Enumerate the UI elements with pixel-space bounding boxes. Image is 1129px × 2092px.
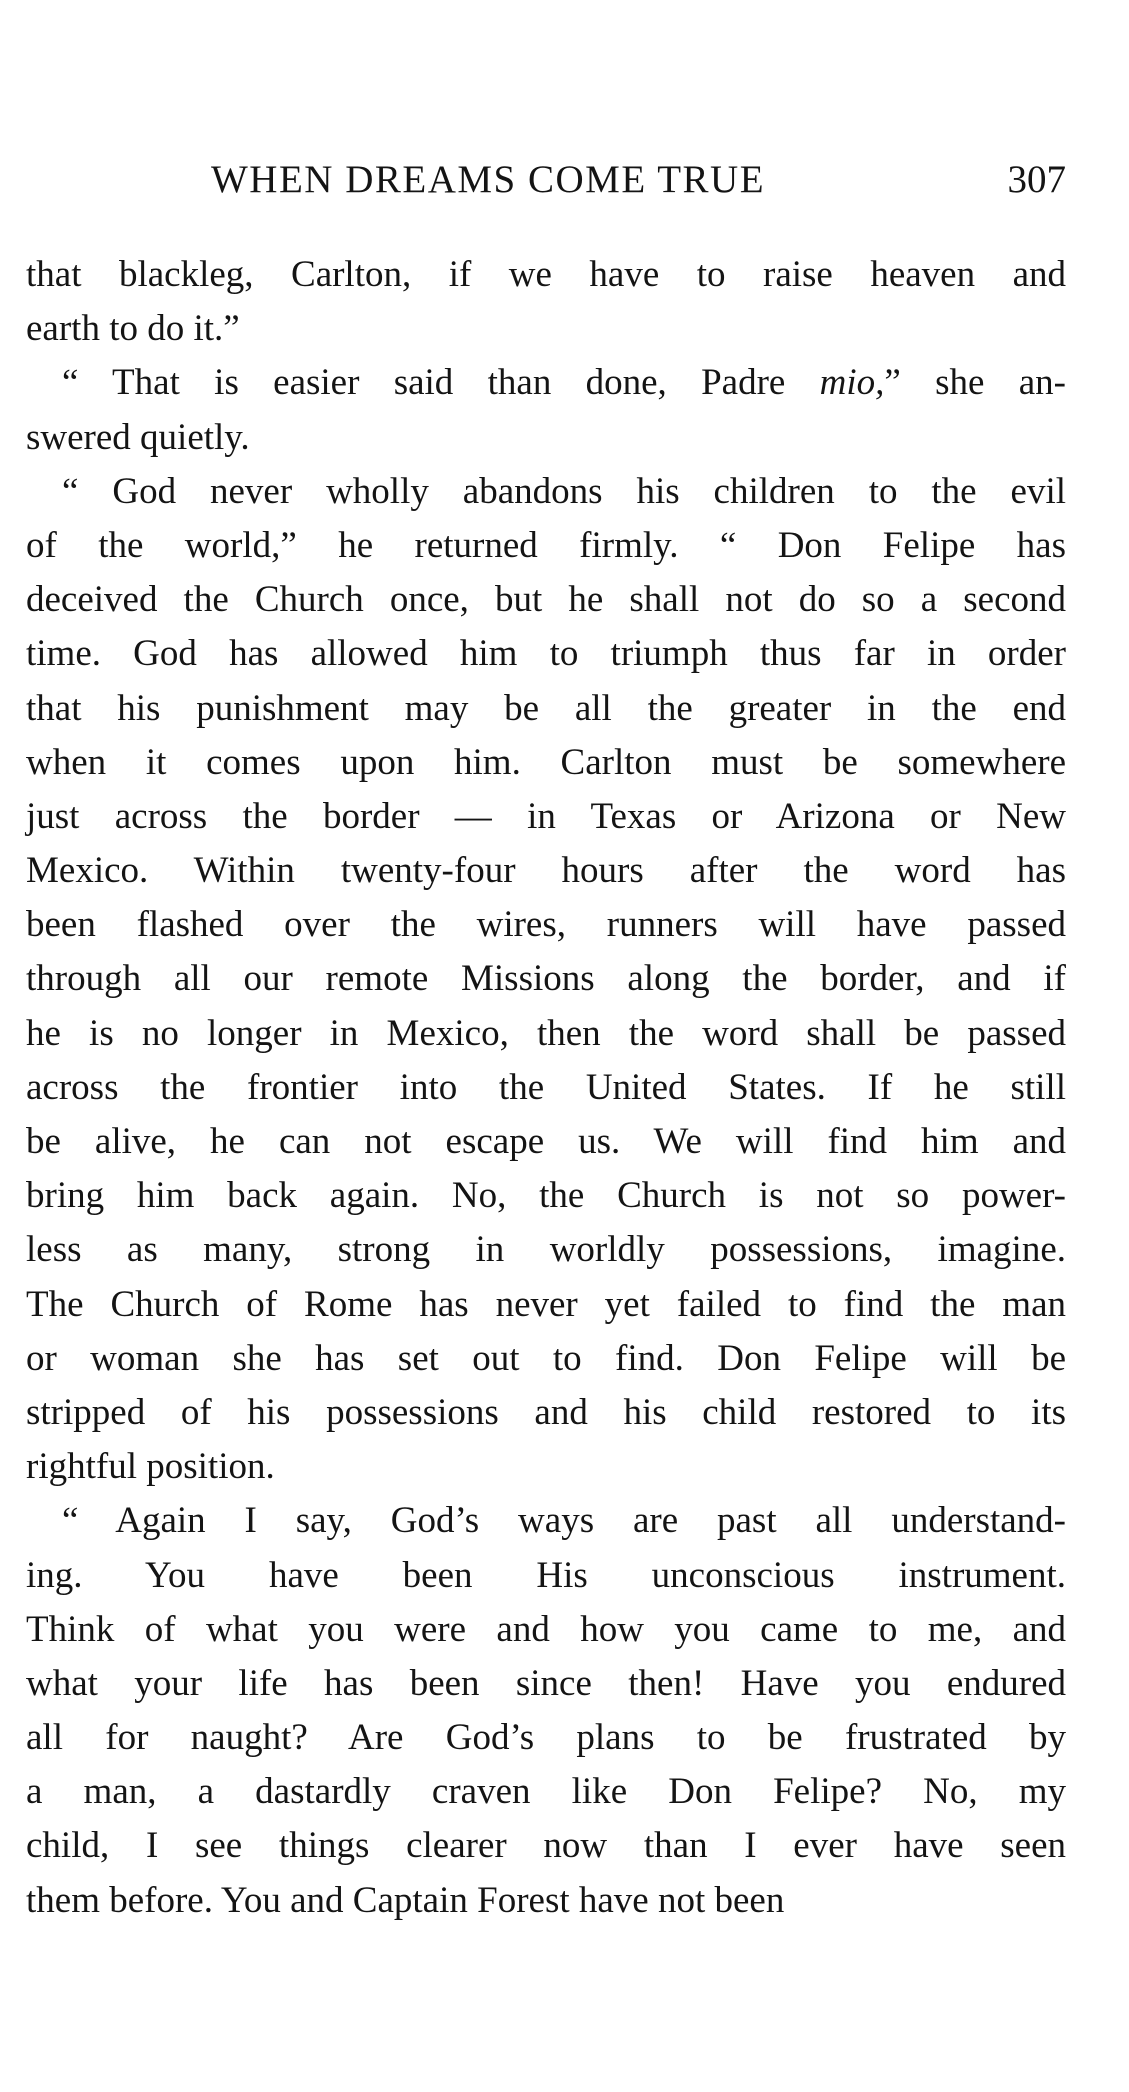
text-line [26,1061,1066,1115]
text-segment: when it comes upon him. Carlton must be somewhere [26,741,1066,783]
italic-text: mio, [819,362,885,404]
page-number: 307 [1007,158,1066,201]
text-line [26,1603,1066,1657]
text-line [26,1819,1066,1873]
running-head [26,150,1066,210]
text-segment: just across the border — in Texas or Arizona or New [26,795,1066,837]
text-segment: Mexico. Within twenty-four hours after the word has [26,850,1066,892]
text-segment: “ That is easier said than done, Padre [62,362,820,404]
text-segment: he is no longer in Mexico, then the word shall be passed [26,1012,1066,1054]
text-segment: been flashed over the wires, runners will have passed [26,904,1066,946]
paragraph [26,248,1066,356]
text-segment: less as many, strong in worldly possessions, imagine. [26,1229,1066,1271]
text-segment: what your life has been since then! Have you endured [26,1662,1066,1704]
text-line [26,302,1066,356]
text-line [26,1386,1066,1440]
text-line [26,627,1066,681]
text-segment: earth to do it.” [26,308,240,350]
text-segment: or woman she has set out to find. Don Felipe will be [26,1337,1066,1379]
text-line [26,519,1066,573]
text-segment: them before. You and Captain Forest have not been [26,1879,785,1921]
text-line [26,356,1066,410]
running-title: WHEN DREAMS COME TRUE [211,158,766,201]
text-segment: “ God never wholly abandons his children to the evil [62,470,1066,512]
text-segment: that blackleg, Carlton, if we have to raise heaven and [26,254,1066,295]
text-segment: “ Again I say, God’s ways are past all understand- [62,1500,1066,1542]
body-text [26,248,1066,1928]
text-line [26,465,1066,519]
text-line [26,1549,1066,1603]
text-line [26,248,1066,302]
text-line [26,844,1066,898]
text-segment: of the world,” he returned firmly. “ Don Felipe has [26,524,1066,566]
text-line [26,1765,1066,1819]
text-line [26,1115,1066,1169]
text-segment: ” she an- [884,362,1066,404]
text-segment: deceived the Church once, but he shall not do so a second [26,579,1066,621]
text-segment: time. God has allowed him to triumph thus far in order [26,633,1066,675]
text-line [26,1711,1066,1765]
text-line [26,736,1066,790]
text-segment: ing. You have been His unconscious instrument. [26,1554,1066,1596]
text-line [26,1440,1066,1494]
text-segment: through all our remote Missions along the border, and if [26,958,1066,1000]
text-segment: a man, a dastardly craven like Don Felipe? No, my [26,1771,1066,1813]
text-line [26,1494,1066,1548]
text-line [26,682,1066,736]
text-line [26,1874,1066,1928]
text-line [26,1278,1066,1332]
text-segment: bring him back again. No, the Church is not so power- [26,1175,1066,1217]
text-line [26,1223,1066,1277]
text-line [26,1169,1066,1223]
text-segment: The Church of Rome has never yet failed to find the man [26,1283,1066,1325]
paragraph [26,356,1066,464]
text-line [26,411,1066,465]
text-segment: rightful position. [26,1446,275,1488]
paragraph [26,465,1066,1495]
text-segment: be alive, he can not escape us. We will find him and [26,1121,1066,1162]
text-line [26,898,1066,952]
text-line [26,952,1066,1006]
text-segment: all for naught? Are God’s plans to be frustrated by [26,1717,1066,1759]
text-line [26,1007,1066,1061]
text-segment: that his punishment may be all the greater in the end [26,687,1066,729]
paragraph [26,1494,1066,1928]
text-segment: across the frontier into the United States. If he still [26,1066,1066,1108]
text-line [26,573,1066,627]
text-line [26,1657,1066,1711]
text-segment: swered quietly. [26,416,250,458]
text-segment: Think of what you were and how you came to me, and [26,1608,1066,1650]
text-segment: child, I see things clearer now than I ever have seen [26,1825,1066,1867]
text-line [26,1332,1066,1386]
text-segment: stripped of his possessions and his child restored to its [26,1391,1066,1433]
text-line [26,790,1066,844]
